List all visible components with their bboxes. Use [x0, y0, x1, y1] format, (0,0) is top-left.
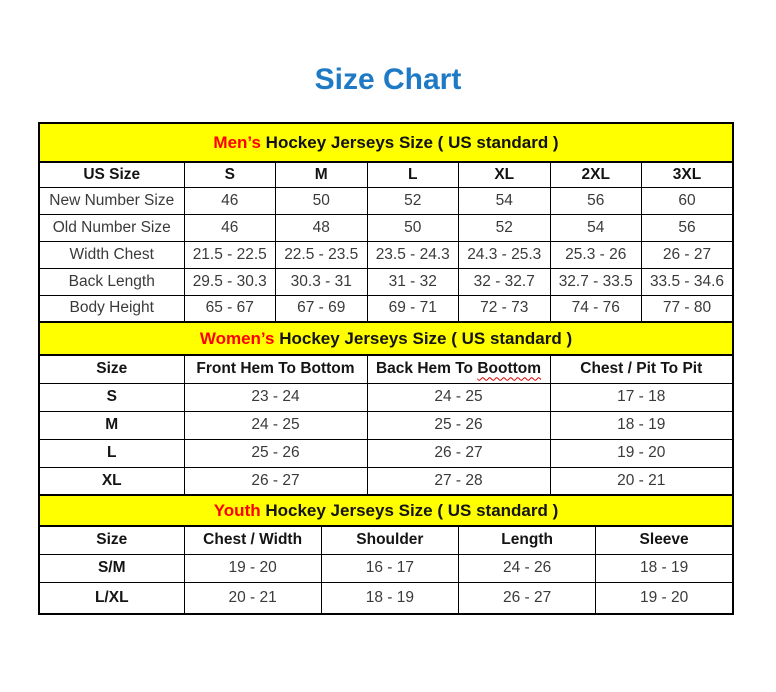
table-cell: 24.3 - 25.3: [459, 241, 551, 268]
table-cell: 48: [276, 214, 368, 241]
table-row: [39, 187, 733, 214]
table-row: [39, 241, 733, 268]
table-cell: XL: [39, 467, 184, 495]
table-cell: 72 - 73: [459, 295, 551, 322]
table-cell: 24 - 26: [459, 554, 596, 582]
youth-header-row: [39, 526, 733, 554]
table-cell: 22.5 - 23.5: [276, 241, 368, 268]
mens-title-rest: Hockey Jerseys Size ( US standard ): [260, 132, 559, 152]
column-header: Size: [39, 355, 184, 383]
table-cell: 16 - 17: [321, 554, 458, 582]
column-header: L: [367, 162, 459, 187]
column-header: M: [276, 162, 368, 187]
table-cell: 46: [184, 214, 276, 241]
table-row: [39, 383, 733, 411]
table-cell: 24 - 25: [367, 383, 550, 411]
table-cell: Back Length: [39, 268, 184, 295]
column-header: Shoulder: [321, 526, 458, 554]
page-title: Size Chart: [314, 63, 462, 96]
column-header: Sleeve: [596, 526, 733, 554]
table-row: [39, 467, 733, 495]
youth-size-table: [38, 494, 734, 615]
table-cell: 33.5 - 34.6: [642, 268, 734, 295]
womens-title-rest: Hockey Jerseys Size ( US standard ): [274, 328, 573, 348]
misspelled-word: Boottom: [477, 360, 542, 378]
column-header: [367, 355, 550, 383]
table-row: [39, 554, 733, 582]
womens-section-title: [39, 322, 733, 355]
table-cell: 65 - 67: [184, 295, 276, 322]
table-cell: 67 - 69: [276, 295, 368, 322]
table-cell: 20 - 21: [184, 582, 321, 614]
mens-header-row: [39, 162, 733, 187]
column-header: US Size: [39, 162, 184, 187]
table-cell: 50: [276, 187, 368, 214]
table-cell: 19 - 20: [184, 554, 321, 582]
size-tables: [38, 122, 734, 615]
mens-section-title: [39, 123, 733, 162]
table-cell: 18 - 19: [596, 554, 733, 582]
table-cell: 23 - 24: [184, 383, 367, 411]
youth-section-title: [39, 495, 733, 526]
womens-header-row: [39, 355, 733, 383]
table-cell: S/M: [39, 554, 184, 582]
table-cell: S: [39, 383, 184, 411]
table-cell: 69 - 71: [367, 295, 459, 322]
table-cell: 25.3 - 26: [550, 241, 642, 268]
table-cell: 25 - 26: [367, 411, 550, 439]
table-cell: 19 - 20: [550, 439, 733, 467]
table-cell: 26 - 27: [184, 467, 367, 495]
column-header: Length: [459, 526, 596, 554]
table-cell: 26 - 27: [459, 582, 596, 614]
column-header: Size: [39, 526, 184, 554]
table-cell: 26 - 27: [642, 241, 734, 268]
table-cell: 56: [550, 187, 642, 214]
column-header: S: [184, 162, 276, 187]
table-cell: Body Height: [39, 295, 184, 322]
column-header: Chest / Width: [184, 526, 321, 554]
table-cell: 26 - 27: [367, 439, 550, 467]
table-cell: 77 - 80: [642, 295, 734, 322]
table-cell: 32.7 - 33.5: [550, 268, 642, 295]
mens-title-highlight: Men’s: [213, 132, 261, 152]
table-cell: 54: [459, 187, 551, 214]
table-cell: 56: [642, 214, 734, 241]
table-row: [39, 214, 733, 241]
table-cell: 27 - 28: [367, 467, 550, 495]
youth-title-rest: Hockey Jerseys Size ( US standard ): [260, 500, 559, 520]
table-cell: M: [39, 411, 184, 439]
mens-size-table: [38, 122, 734, 323]
mens-section-title-row: [39, 123, 733, 162]
table-cell: 74 - 76: [550, 295, 642, 322]
table-cell: Old Number Size: [39, 214, 184, 241]
table-cell: 31 - 32: [367, 268, 459, 295]
column-header: Chest / Pit To Pit: [550, 355, 733, 383]
table-cell: 24 - 25: [184, 411, 367, 439]
table-cell: 23.5 - 24.3: [367, 241, 459, 268]
header-text: Back Hem To: [375, 360, 478, 378]
table-cell: 18 - 19: [550, 411, 733, 439]
table-row: [39, 268, 733, 295]
column-header: XL: [459, 162, 551, 187]
table-cell: Width Chest: [39, 241, 184, 268]
table-cell: 18 - 19: [321, 582, 458, 614]
table-row: [39, 582, 733, 614]
youth-section-title-row: [39, 495, 733, 526]
table-cell: 17 - 18: [550, 383, 733, 411]
table-row: [39, 411, 733, 439]
womens-title-highlight: Women’s: [199, 328, 275, 348]
table-cell: 20 - 21: [550, 467, 733, 495]
youth-title-highlight: Youth: [213, 500, 261, 520]
table-cell: 50: [367, 214, 459, 241]
table-cell: L: [39, 439, 184, 467]
table-cell: 25 - 26: [184, 439, 367, 467]
table-cell: 52: [367, 187, 459, 214]
column-header: 2XL: [550, 162, 642, 187]
table-cell: 60: [642, 187, 734, 214]
column-header: Front Hem To Bottom: [184, 355, 367, 383]
womens-size-table: [38, 321, 734, 496]
table-cell: 54: [550, 214, 642, 241]
column-header: 3XL: [642, 162, 734, 187]
womens-section-title-row: [39, 322, 733, 355]
table-cell: New Number Size: [39, 187, 184, 214]
table-cell: 19 - 20: [596, 582, 733, 614]
table-cell: 29.5 - 30.3: [184, 268, 276, 295]
table-cell: 30.3 - 31: [276, 268, 368, 295]
table-cell: 32 - 32.7: [459, 268, 551, 295]
table-row: [39, 439, 733, 467]
table-cell: 21.5 - 22.5: [184, 241, 276, 268]
table-cell: 52: [459, 214, 551, 241]
table-cell: 46: [184, 187, 276, 214]
table-cell: L/XL: [39, 582, 184, 614]
table-row: [39, 295, 733, 322]
